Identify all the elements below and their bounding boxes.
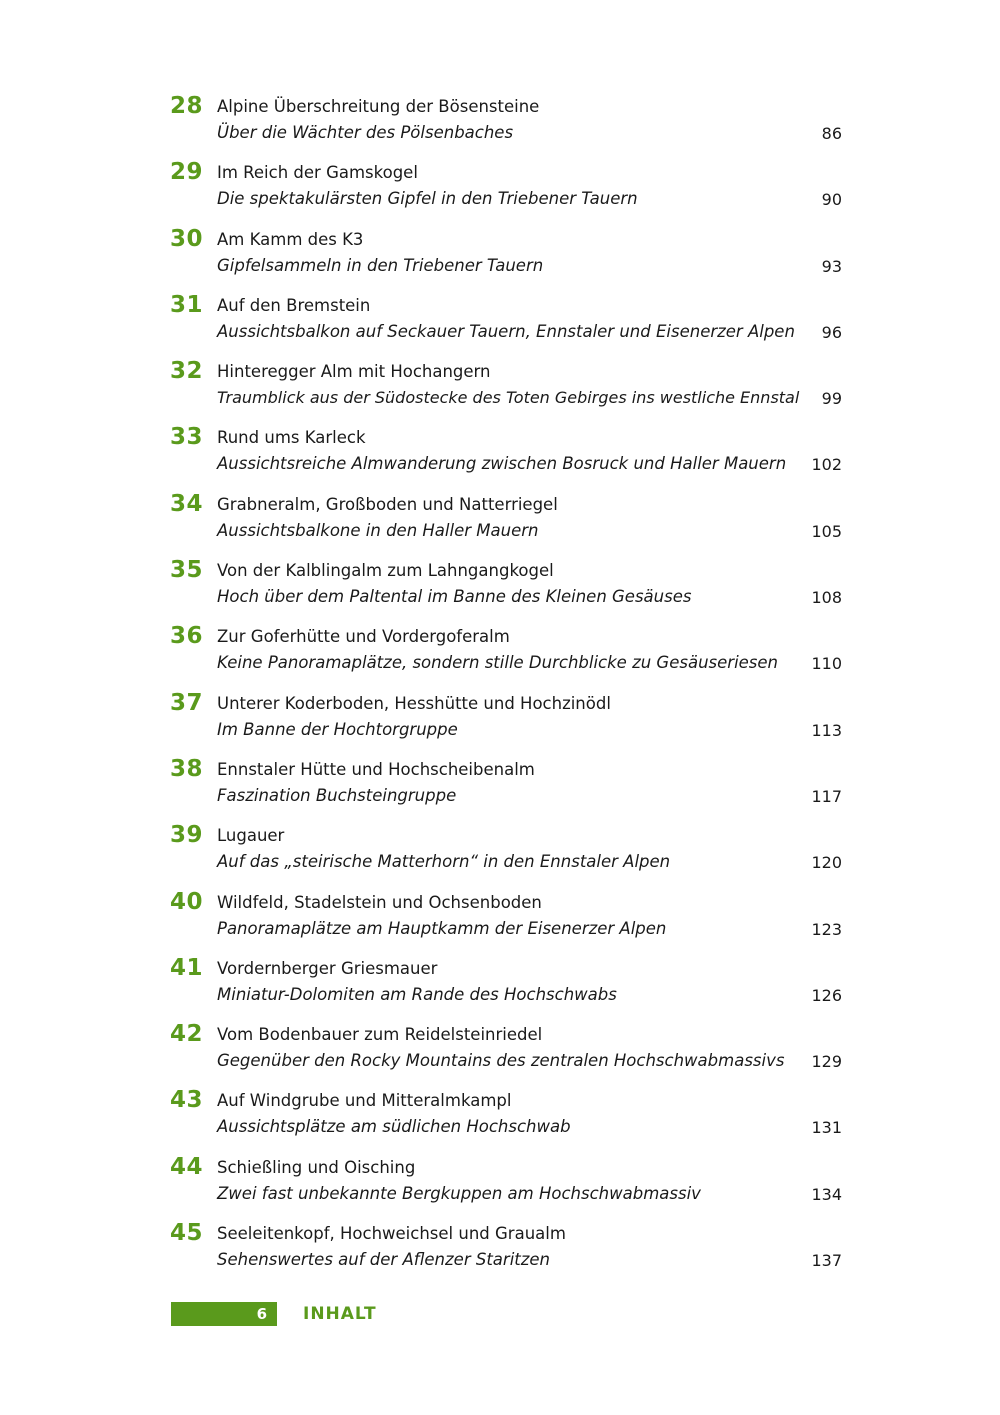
entry-subtitle: Miniatur-Dolomiten am Rande des Hochschwabs bbox=[217, 984, 617, 1004]
entry-subtitle: Die spektakulärsten Gipfel in den Triebener Tauern bbox=[217, 189, 638, 209]
entry-title: Zur Goferhütte und Vordergoferalm bbox=[217, 627, 510, 647]
entry-title: Auf Windgrube und Mitteralmkampl bbox=[217, 1091, 512, 1111]
toc-entry[interactable] bbox=[170, 1087, 850, 1153]
entry-number: 33 bbox=[170, 424, 204, 451]
entry-subtitle: Traumblick aus der Südostecke des Toten Gebirges ins westliche Ennstal bbox=[217, 388, 800, 408]
entry-number: 40 bbox=[170, 888, 204, 915]
entry-page-number: 123 bbox=[811, 919, 842, 939]
entry-title: Am Kamm des K3 bbox=[217, 229, 364, 249]
entry-page-number: 108 bbox=[811, 588, 842, 608]
entry-page-number: 126 bbox=[811, 985, 842, 1005]
entry-subtitle: Aussichtsplätze am südlichen Hochschwab bbox=[217, 1117, 571, 1137]
page-footer bbox=[171, 1302, 571, 1326]
entry-number: 45 bbox=[170, 1220, 204, 1247]
entry-subtitle: Faszination Buchsteingruppe bbox=[217, 785, 457, 805]
entry-page-number: 137 bbox=[811, 1251, 842, 1271]
entry-subtitle: Panoramaplätze am Hauptkamm der Eisenerzer Alpen bbox=[217, 918, 667, 938]
entry-title: Vordernberger Griesmauer bbox=[217, 958, 438, 978]
entry-title: Von der Kalblingalm zum Lahngangkogel bbox=[217, 561, 554, 581]
entry-subtitle: Sehenswertes auf der Aflenzer Staritzen bbox=[217, 1250, 551, 1270]
footer-page-bar bbox=[171, 1302, 277, 1326]
entry-page-number: 134 bbox=[811, 1184, 842, 1204]
toc-entry[interactable] bbox=[170, 226, 850, 292]
entry-title: Grabneralm, Großboden und Natterriegel bbox=[217, 494, 558, 514]
entry-subtitle: Gegenüber den Rocky Mountains des zentralen Hochschwabmassivs bbox=[217, 1051, 785, 1071]
toc-entry[interactable] bbox=[170, 491, 850, 557]
entry-title: Wildfeld, Stadelstein und Ochsenboden bbox=[217, 892, 542, 912]
entry-number: 38 bbox=[170, 755, 204, 782]
entry-number: 41 bbox=[170, 954, 204, 981]
entry-subtitle: Aussichtsbalkone in den Haller Mauern bbox=[217, 520, 539, 540]
toc-entry[interactable] bbox=[170, 159, 850, 225]
entry-number: 28 bbox=[170, 93, 204, 119]
entry-page-number: 105 bbox=[811, 521, 842, 541]
toc-entry[interactable] bbox=[170, 1220, 850, 1286]
entry-number: 37 bbox=[170, 689, 204, 716]
toc-entry[interactable] bbox=[170, 756, 850, 822]
toc-entry[interactable] bbox=[170, 822, 850, 888]
entry-page-number: 131 bbox=[811, 1118, 842, 1138]
entry-title: Auf den Bremstein bbox=[217, 295, 371, 315]
entry-page-number: 110 bbox=[811, 654, 842, 674]
footer-page-number: 6 bbox=[256, 1305, 267, 1323]
toc-entry[interactable] bbox=[170, 889, 850, 955]
entry-title: Alpine Überschreitung der Bösensteine bbox=[217, 97, 540, 116]
entry-number: 36 bbox=[170, 623, 204, 650]
toc-entry[interactable] bbox=[170, 1021, 850, 1087]
toc-entry[interactable] bbox=[170, 93, 850, 159]
entry-page-number: 117 bbox=[811, 786, 842, 806]
entry-subtitle: Im Banne der Hochtorgruppe bbox=[217, 719, 458, 739]
entry-subtitle: Über die Wächter des Pölsenbaches bbox=[217, 123, 514, 142]
entry-title: Hinteregger Alm mit Hochangern bbox=[217, 362, 491, 382]
toc-entry[interactable] bbox=[170, 1154, 850, 1220]
entry-number: 34 bbox=[170, 490, 204, 517]
entry-number: 31 bbox=[170, 291, 204, 318]
entry-title: Seeleitenkopf, Hochweichsel und Graualm bbox=[217, 1224, 566, 1244]
toc-entry[interactable] bbox=[170, 955, 850, 1021]
entry-number: 39 bbox=[170, 822, 204, 849]
table-of-contents bbox=[170, 93, 850, 1286]
entry-number: 30 bbox=[170, 225, 204, 252]
footer-section-label: INHALT bbox=[303, 1304, 377, 1324]
toc-entry[interactable] bbox=[170, 557, 850, 623]
entry-number: 42 bbox=[170, 1021, 204, 1048]
toc-entry[interactable] bbox=[170, 358, 850, 424]
entry-number: 32 bbox=[170, 358, 204, 385]
entry-title: Vom Bodenbauer zum Reidelsteinriedel bbox=[217, 1025, 543, 1045]
entry-subtitle: Gipfelsammeln in den Triebener Tauern bbox=[217, 255, 544, 275]
entry-page-number: 86 bbox=[821, 124, 842, 143]
entry-title: Schießling und Oisching bbox=[217, 1157, 416, 1177]
entry-number: 43 bbox=[170, 1087, 204, 1114]
entry-page-number: 113 bbox=[811, 720, 842, 740]
entry-subtitle: Auf das „steirische Matterhorn“ in den Ennstaler Alpen bbox=[217, 852, 671, 872]
entry-number: 44 bbox=[170, 1153, 204, 1180]
entry-subtitle: Zwei fast unbekannte Bergkuppen am Hochschwabmassiv bbox=[217, 1183, 701, 1203]
entry-title: Ennstaler Hütte und Hochscheibenalm bbox=[217, 759, 535, 779]
entry-page-number: 99 bbox=[821, 389, 842, 409]
entry-subtitle: Aussichtsbalkon auf Seckauer Tauern, Ennstaler und Eisenerzer Alpen bbox=[217, 321, 795, 341]
entry-title: Rund ums Karleck bbox=[217, 428, 366, 448]
entry-subtitle: Aussichtsreiche Almwanderung zwischen Bosruck und Haller Mauern bbox=[217, 454, 787, 474]
entry-page-number: 96 bbox=[821, 322, 842, 342]
entry-page-number: 90 bbox=[821, 190, 842, 210]
toc-entry[interactable] bbox=[170, 424, 850, 490]
entry-page-number: 93 bbox=[821, 256, 842, 276]
entry-title: Unterer Koderboden, Hesshütte und Hochzinödl bbox=[217, 693, 611, 713]
entry-number: 35 bbox=[170, 557, 204, 584]
entry-number: 29 bbox=[170, 159, 204, 186]
entry-page-number: 120 bbox=[811, 853, 842, 873]
toc-entry[interactable] bbox=[170, 292, 850, 358]
entry-title: Lugauer bbox=[217, 826, 285, 846]
entry-page-number: 129 bbox=[811, 1052, 842, 1072]
toc-entry[interactable] bbox=[170, 690, 850, 756]
entry-subtitle: Keine Panoramaplätze, sondern stille Durchblicke zu Gesäuseriesen bbox=[217, 653, 779, 673]
entry-subtitle: Hoch über dem Paltental im Banne des Kleinen Gesäuses bbox=[217, 587, 692, 607]
entry-page-number: 102 bbox=[811, 455, 842, 475]
entry-title: Im Reich der Gamskogel bbox=[217, 163, 418, 183]
toc-entry[interactable] bbox=[170, 623, 850, 689]
